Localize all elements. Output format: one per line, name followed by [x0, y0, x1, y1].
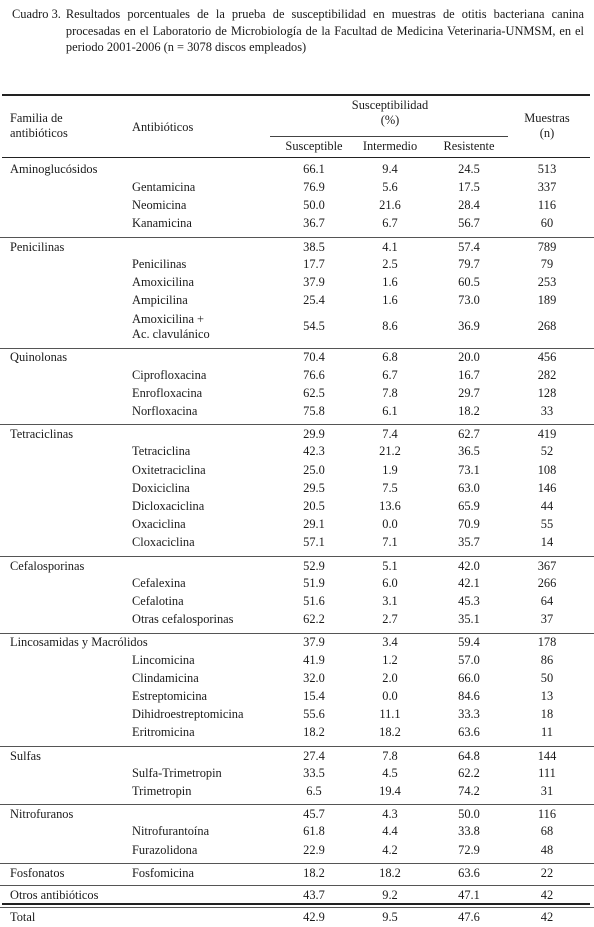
resistente-cell: 28.4 — [458, 198, 480, 213]
resistente-cell: 33.3 — [458, 707, 480, 722]
antibiotic-cell: Nitrofurantoína — [132, 824, 210, 839]
table-row — [0, 782, 594, 800]
muestras-cell: 33 — [540, 404, 554, 419]
antibiotic-cell: Norfloxacina — [132, 404, 198, 419]
muestras-cell: 116 — [537, 198, 557, 213]
resistente-cell: 70.9 — [458, 517, 480, 532]
intermedio-cell: 6.7 — [382, 216, 398, 231]
caption-label: Cuadro 3. — [12, 7, 61, 21]
muestras-cell: 42 — [540, 910, 554, 925]
resistente-cell: 84.6 — [458, 689, 480, 704]
antibiotic-cell: Ciprofloxacina — [132, 367, 207, 382]
intermedio-cell: 9.2 — [382, 888, 398, 903]
table-row — [0, 366, 594, 384]
table-row — [0, 160, 594, 178]
susceptible-cell: 6.5 — [306, 784, 322, 799]
muestras-cell: 52 — [540, 444, 554, 459]
muestras-cell: 789 — [537, 239, 557, 254]
antibiotic-cell-line2: Ac. clavulánico — [132, 326, 210, 341]
muestras-cell: 60 — [540, 216, 554, 231]
susceptible-cell: 62.2 — [303, 612, 325, 627]
intermedio-cell: 5.6 — [382, 180, 398, 195]
intermedio-cell: 1.9 — [382, 462, 398, 477]
muestras-cell: 31 — [540, 784, 554, 799]
intermedio-cell: 1.2 — [382, 652, 398, 667]
intermedio-cell: 9.4 — [382, 161, 398, 176]
susceptible-cell: 25.0 — [303, 462, 325, 477]
antibiotic-cell: Dihidroestreptomicina — [132, 707, 244, 722]
antibiotic-cell: Enrofloxacina — [132, 385, 203, 400]
intermedio-cell: 6.7 — [382, 367, 398, 382]
intermedio-cell: 9.5 — [382, 910, 398, 925]
antibiotic-cell: Neomicina — [132, 198, 187, 213]
intermedio-cell: 2.7 — [382, 612, 398, 627]
antibiotic-cell: Trimetropin — [132, 784, 192, 799]
susceptible-cell: 29.1 — [303, 517, 325, 532]
antibiotic-cell: Doxiciclina — [132, 480, 190, 495]
family-cell: Lincosamidas y Macrólidos — [10, 635, 148, 650]
table-row — [0, 574, 594, 592]
table-row — [0, 479, 594, 497]
muestras-cell: 64 — [540, 594, 554, 609]
antibiotic-cell: Fosfomicina — [132, 865, 194, 880]
muestras-cell: 55 — [540, 517, 554, 532]
intermedio-cell: 6.0 — [382, 575, 398, 590]
family-cell: Nitrofuranos — [10, 807, 74, 822]
muestras-cell: 146 — [537, 480, 557, 495]
table-row — [0, 724, 594, 742]
susceptible-cell: 15.4 — [303, 689, 325, 704]
susceptible-cell: 22.9 — [303, 842, 325, 857]
resistente-cell: 33.8 — [458, 824, 480, 839]
table-row — [0, 863, 594, 882]
susceptible-cell: 41.9 — [303, 652, 325, 667]
susceptible-cell: 51.6 — [303, 594, 325, 609]
antibiotic-cell: Estreptomicina — [132, 689, 208, 704]
resistente-cell: 36.5 — [458, 444, 480, 459]
resistente-cell: 56.7 — [458, 216, 480, 231]
resistente-cell: 50.0 — [458, 807, 480, 822]
resistente-cell: 59.4 — [458, 635, 480, 650]
header-family-line1: Familia de — [10, 111, 63, 125]
family-cell: Penicilinas — [10, 239, 65, 254]
header-susceptible: Susceptible — [285, 139, 343, 153]
family-cell: Aminoglucósidos — [10, 161, 98, 176]
susceptible-cell: 27.4 — [303, 748, 325, 763]
table-row — [0, 823, 594, 841]
susceptible-cell: 62.5 — [303, 385, 325, 400]
resistente-cell: 18.2 — [458, 404, 480, 419]
table-row — [0, 310, 594, 344]
family-cell: Total — [10, 910, 36, 925]
resistente-cell: 62.7 — [458, 427, 480, 442]
antibiotic-cell: Lincomicina — [132, 652, 195, 667]
resistente-cell: 74.2 — [458, 784, 480, 799]
resistente-cell: 29.7 — [458, 385, 480, 400]
caption-text: Resultados porcentuales de la prueba de susceptibilidad en muestras de otitis bacteriana canina procesadas en el Laboratorio de Microbiología de la Facultad de Medicina Veterinaria-UNMSM, en el periodo 2001-2006 (n = 3078 discos empleados) — [65, 7, 584, 54]
family-cell: Otros antibióticos — [10, 888, 99, 903]
resistente-cell: 66.0 — [458, 670, 480, 685]
muestras-cell: 456 — [537, 350, 557, 365]
resistente-cell: 63.6 — [458, 725, 480, 740]
table-row — [0, 384, 594, 402]
table-row — [0, 196, 594, 214]
susceptible-cell: 51.9 — [303, 575, 325, 590]
susceptible-cell: 20.5 — [303, 499, 325, 514]
muestras-cell: 18 — [540, 707, 554, 722]
resistente-cell: 73.1 — [458, 462, 480, 477]
susceptible-cell: 66.1 — [303, 161, 325, 176]
muestras-cell: 116 — [537, 807, 557, 822]
intermedio-cell: 5.1 — [382, 558, 398, 573]
susceptible-cell: 29.9 — [303, 427, 325, 442]
muestras-cell: 86 — [540, 652, 554, 667]
muestras-cell: 44 — [540, 499, 554, 514]
susceptible-cell: 45.7 — [303, 807, 325, 822]
resistente-cell: 73.0 — [458, 293, 480, 308]
muestras-cell: 513 — [537, 161, 557, 176]
susceptible-cell: 54.5 — [303, 319, 325, 334]
antibiotic-cell: Dicloxaciclina — [132, 499, 205, 514]
susceptible-cell: 61.8 — [303, 824, 325, 839]
intermedio-cell: 2.5 — [382, 256, 398, 271]
antibiotic-cell: Cefalotina — [132, 594, 184, 609]
header-intermedio: Intermedio — [362, 139, 418, 153]
table-row — [0, 556, 594, 575]
antibiotic-cell: Sulfa-Trimetropin — [132, 765, 222, 780]
resistente-cell: 36.9 — [458, 319, 480, 334]
intermedio-cell: 11.1 — [379, 707, 401, 722]
antibiotic-cell: Eritromicina — [132, 725, 195, 740]
antibiotic-cell: Otras cefalosporinas — [132, 612, 234, 627]
antibiotic-cell: Penicilinas — [132, 256, 187, 271]
antibiotic-cell-line1: Amoxicilina + — [132, 312, 205, 327]
muestras-cell: 108 — [537, 462, 557, 477]
table-row — [0, 461, 594, 479]
resistente-cell: 16.7 — [458, 367, 480, 382]
table-row — [0, 291, 594, 309]
susceptible-cell: 37.9 — [303, 635, 325, 650]
intermedio-cell: 0.0 — [382, 689, 398, 704]
susceptible-cell: 32.0 — [303, 670, 325, 685]
muestras-cell: 11 — [541, 725, 553, 740]
intermedio-cell: 4.1 — [382, 239, 398, 254]
resistente-cell: 57.0 — [458, 652, 480, 667]
header-muestras-line2: (n) — [539, 126, 555, 140]
antibiotic-cell: Gentamicina — [132, 180, 196, 195]
muestras-cell: 50 — [540, 670, 554, 685]
susceptible-cell: 76.6 — [303, 367, 325, 382]
resistente-cell: 79.7 — [458, 256, 480, 271]
resistente-cell: 63.6 — [458, 865, 480, 880]
muestras-cell: 22 — [540, 865, 554, 880]
muestras-cell: 128 — [537, 385, 557, 400]
intermedio-cell: 18.2 — [379, 865, 401, 880]
resistente-cell: 47.6 — [458, 910, 480, 925]
intermedio-cell: 7.1 — [382, 535, 398, 550]
resistente-cell: 64.8 — [458, 748, 480, 763]
table-row — [0, 424, 594, 443]
header-antibiotic: Antibióticos — [132, 120, 194, 134]
muestras-cell: 337 — [537, 180, 557, 195]
susceptible-cell: 29.5 — [303, 480, 325, 495]
table-row — [0, 841, 594, 859]
muestras-cell: 282 — [537, 367, 557, 382]
intermedio-cell: 8.6 — [382, 319, 398, 334]
intermedio-cell: 4.4 — [382, 824, 398, 839]
resistente-cell: 57.4 — [458, 239, 480, 254]
antibiotic-cell: Cloxaciclina — [132, 535, 195, 550]
muestras-cell: 253 — [537, 275, 557, 290]
table-row — [0, 669, 594, 687]
resistente-cell: 62.2 — [458, 765, 480, 780]
muestras-cell: 144 — [537, 748, 557, 763]
table-row — [0, 443, 594, 461]
muestras-cell: 37 — [540, 612, 554, 627]
muestras-cell: 268 — [537, 319, 557, 334]
resistente-cell: 63.0 — [458, 480, 480, 495]
susceptible-cell: 55.6 — [303, 707, 325, 722]
table-row — [0, 348, 594, 367]
antibiotic-cell: Kanamicina — [132, 216, 192, 231]
table-row — [0, 178, 594, 196]
table-row — [0, 402, 594, 420]
muestras-cell: 79 — [540, 256, 554, 271]
header-family-line2: antibióticos — [10, 126, 68, 140]
susceptible-cell: 18.2 — [303, 865, 325, 880]
table-row — [0, 497, 594, 515]
susceptible-cell: 38.5 — [303, 239, 325, 254]
table-row — [0, 592, 594, 610]
antibiotic-cell — [132, 310, 297, 344]
intermedio-cell: 18.2 — [379, 725, 401, 740]
intermedio-cell: 7.8 — [382, 748, 398, 763]
header-muestras-line1: Muestras — [524, 111, 570, 125]
resistente-cell: 65.9 — [458, 499, 480, 514]
muestras-cell: 111 — [538, 765, 556, 780]
susceptible-cell: 50.0 — [303, 198, 325, 213]
resistente-cell: 60.5 — [458, 275, 480, 290]
table-row — [0, 215, 594, 233]
table-row — [0, 764, 594, 782]
antibiotic-cell: Tetraciclina — [132, 444, 191, 459]
table-row — [0, 534, 594, 552]
susceptible-cell: 37.9 — [303, 275, 325, 290]
antibiotic-cell: Cefalexina — [132, 575, 186, 590]
susceptible-cell: 75.8 — [303, 404, 325, 419]
table-row — [0, 255, 594, 273]
intermedio-cell: 1.6 — [382, 293, 398, 308]
resistente-cell: 24.5 — [458, 161, 480, 176]
resistente-cell: 35.7 — [458, 535, 480, 550]
resistente-cell: 17.5 — [458, 180, 480, 195]
intermedio-cell: 6.1 — [382, 404, 398, 419]
susceptible-cell: 52.9 — [303, 558, 325, 573]
intermedio-cell: 21.2 — [379, 444, 401, 459]
antibiotic-cell: Amoxicilina — [132, 275, 194, 290]
antibiotic-cell: Oxaciclina — [132, 517, 186, 532]
muestras-cell: 42 — [540, 888, 554, 903]
header-resistente: Resistente — [443, 139, 495, 153]
resistente-cell: 72.9 — [458, 842, 480, 857]
table-row — [0, 804, 594, 823]
intermedio-cell: 7.4 — [382, 427, 398, 442]
susceptible-cell: 33.5 — [303, 765, 325, 780]
intermedio-cell: 1.6 — [382, 275, 398, 290]
table-row — [0, 273, 594, 291]
resistente-cell: 42.0 — [458, 558, 480, 573]
muestras-cell: 14 — [540, 535, 554, 550]
header-susceptibility-line2: (%) — [380, 113, 400, 127]
muestras-cell: 48 — [540, 842, 554, 857]
table-row — [0, 651, 594, 669]
table-row — [0, 515, 594, 533]
family-cell: Tetraciclinas — [10, 427, 74, 442]
intermedio-cell: 4.5 — [382, 765, 398, 780]
susceptible-cell: 17.7 — [303, 256, 325, 271]
susceptible-cell: 42.9 — [303, 910, 325, 925]
susceptible-cell: 76.9 — [303, 180, 325, 195]
table-row — [0, 885, 594, 904]
intermedio-cell: 19.4 — [379, 784, 401, 799]
muestras-cell: 419 — [537, 427, 557, 442]
intermedio-cell: 21.6 — [379, 198, 401, 213]
family-cell: Quinolonas — [10, 350, 68, 365]
table-row — [0, 610, 594, 628]
intermedio-cell: 4.2 — [382, 842, 398, 857]
family-cell: Sulfas — [10, 748, 41, 763]
intermedio-cell: 7.5 — [382, 480, 398, 495]
muestras-cell: 367 — [537, 558, 557, 573]
intermedio-cell: 0.0 — [382, 517, 398, 532]
intermedio-cell: 7.8 — [382, 385, 398, 400]
resistente-cell: 35.1 — [458, 612, 480, 627]
header-susceptibility-line1: Susceptibilidad — [351, 98, 429, 112]
antibiotic-cell: Ampicilina — [132, 293, 188, 308]
intermedio-cell: 13.6 — [379, 499, 401, 514]
susceptible-cell: 25.4 — [303, 293, 325, 308]
table-row — [0, 746, 594, 765]
susceptible-cell: 42.3 — [303, 444, 325, 459]
susceptible-cell: 36.7 — [303, 216, 325, 231]
intermedio-cell: 4.3 — [382, 807, 398, 822]
total-row — [0, 907, 594, 926]
intermedio-cell: 3.1 — [382, 594, 398, 609]
intermedio-cell: 2.0 — [382, 670, 398, 685]
resistente-cell: 42.1 — [458, 575, 480, 590]
muestras-cell: 178 — [537, 635, 557, 650]
antibiotic-cell: Furazolidona — [132, 842, 198, 857]
intermedio-cell: 6.8 — [382, 350, 398, 365]
muestras-cell: 189 — [537, 293, 557, 308]
antibiotic-cell: Clindamicina — [132, 670, 199, 685]
family-cell: Cefalosporinas — [10, 558, 85, 573]
susceptible-cell: 70.4 — [303, 350, 325, 365]
table-row — [0, 633, 594, 652]
muestras-cell: 68 — [540, 824, 554, 839]
resistente-cell: 47.1 — [458, 888, 480, 903]
table-row — [0, 705, 594, 723]
muestras-cell: 266 — [537, 575, 557, 590]
resistente-cell: 45.3 — [458, 594, 480, 609]
table-row — [0, 687, 594, 705]
susceptible-cell: 18.2 — [303, 725, 325, 740]
susceptible-cell: 57.1 — [303, 535, 325, 550]
table-row — [0, 237, 594, 256]
susceptible-cell: 43.7 — [303, 888, 325, 903]
resistente-cell: 20.0 — [458, 350, 480, 365]
antibiotic-cell: Oxitetraciclina — [132, 462, 206, 477]
intermedio-cell: 3.4 — [382, 635, 398, 650]
family-cell: Fosfonatos — [10, 865, 65, 880]
muestras-cell: 13 — [540, 689, 554, 704]
